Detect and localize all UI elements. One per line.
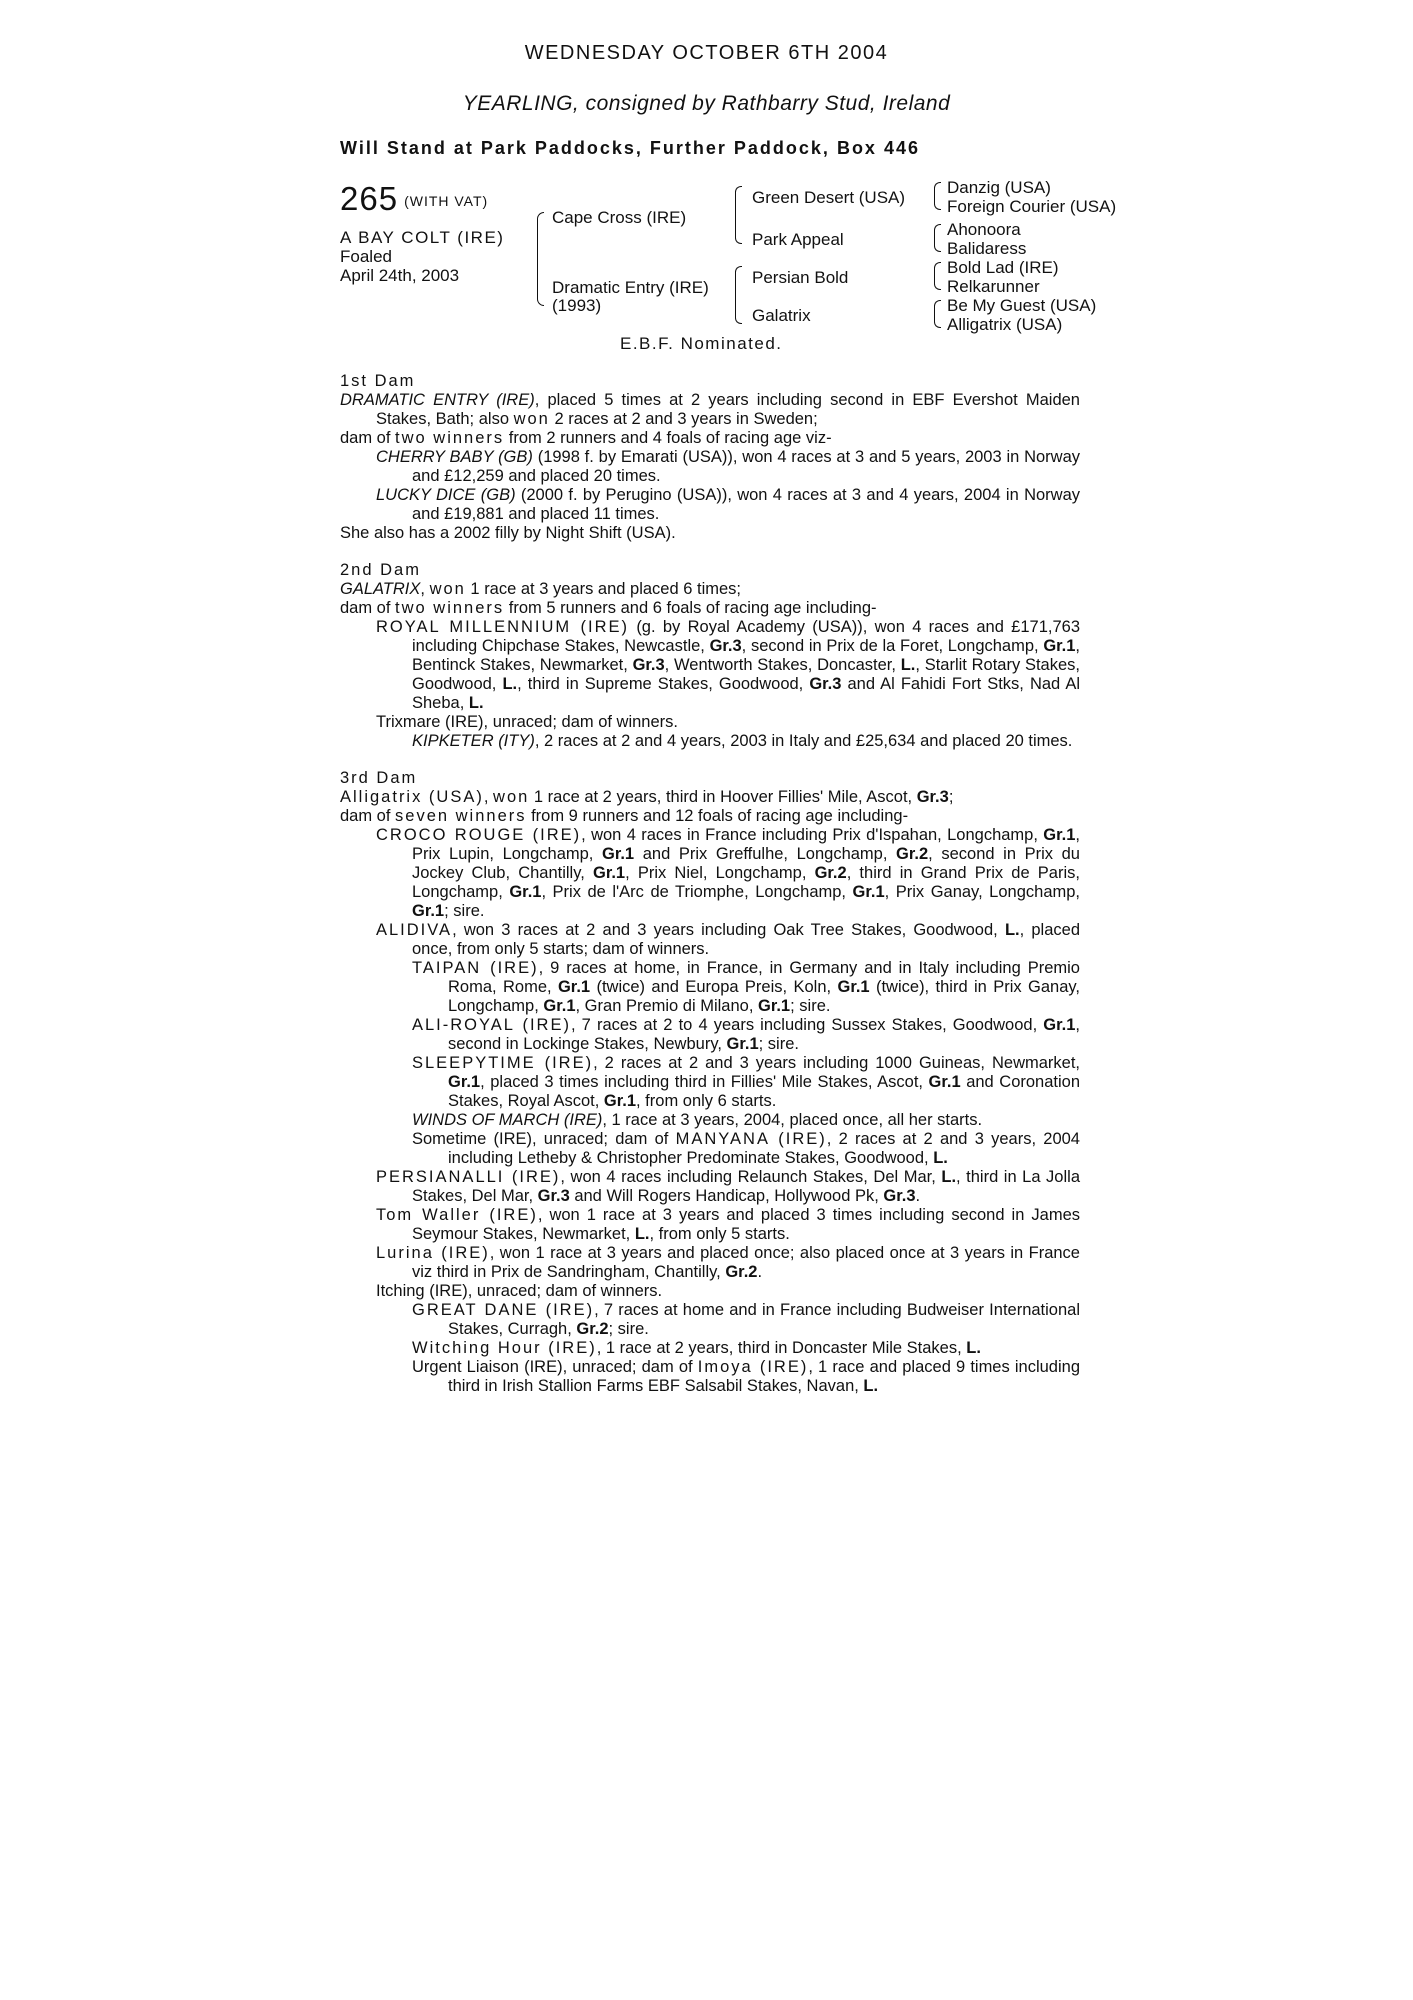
third-dam-produce-summary: dam of seven winners from 9 runners and 12 foals of racing age including- <box>340 807 909 825</box>
first-dam-produce-summary: dam of two winners from 2 runners and 4 foals of racing age viz- <box>340 429 832 447</box>
pedigree-brace-dam <box>735 266 742 324</box>
vat-note: (WITH VAT) <box>404 193 489 209</box>
pedigree-g5: Bold Lad (IRE) <box>947 258 1059 277</box>
pedigree-dam-dam: Galatrix <box>752 306 811 325</box>
pedigree-brace-g4 <box>934 300 941 328</box>
produce-urgent-liaison: Urgent Liaison (IRE), unraced; dam of Imoya (IRE), 1 race and placed 9 times including third in Irish Stallion Farms EBF Salsabil Stakes, Navan, L. <box>412 1358 1080 1395</box>
first-dam-title: 1st Dam <box>340 372 416 390</box>
lot-number-block <box>340 180 488 218</box>
pedigree-dam: Dramatic Entry (IRE) <box>552 278 709 297</box>
produce-alidiva: ALIDIVA, won 3 races at 2 and 3 years including Oak Tree Stakes, Goodwood, L., placed once, from only 5 starts; dam of winners. <box>376 921 1081 958</box>
produce-taipan: TAIPAN (IRE), 9 races at home, in France, in Germany and in Italy including Premio Roma, Rome, Gr.1 (twice) and Europa Preis, Koln, Gr.1 (twice), third in Prix Ganay, Longchamp, Gr.1, Gran Premio di Milano, Gr.1; sire. <box>412 959 1081 1015</box>
first-dam-note: She also has a 2002 filly by Night Shift (USA). <box>340 524 676 542</box>
pedigree-g6: Relkarunner <box>947 277 1040 296</box>
pedigree-g8: Alligatrix (USA) <box>947 315 1063 334</box>
produce-itching: Itching (IRE), unraced; dam of winners. <box>376 1282 663 1300</box>
pedigree-brace-g2 <box>934 224 941 252</box>
produce-winds-of-march: WINDS OF MARCH (IRE), 1 race at 3 years, 2004, placed once, all her starts. <box>412 1111 983 1129</box>
horse-name: A BAY COLT (IRE) <box>340 228 505 247</box>
pedigree-g7: Be My Guest (USA) <box>947 296 1097 315</box>
foaled-date: April 24th, 2003 <box>340 266 460 285</box>
produce-cherry-baby: CHERRY BABY (GB) (1998 f. by Emarati (USA)), won 4 races at 3 and 5 years, 2003 in Norway and £12,259 and placed 20 times. <box>376 448 1081 485</box>
pedigree-sire-sire: Green Desert (USA) <box>752 188 906 207</box>
pedigree-sire: Cape Cross (IRE) <box>552 208 687 227</box>
produce-ali-royal: ALI-ROYAL (IRE), 7 races at 2 to 4 years including Sussex Stakes, Goodwood, Gr.1, second in Lockinge Stakes, Newbury, Gr.1; sire. <box>412 1016 1080 1053</box>
pedigree-dam-sire: Persian Bold <box>752 268 849 287</box>
sale-date: WEDNESDAY OCTOBER 6TH 2004 <box>524 42 889 64</box>
produce-sometime: Sometime (IRE), unraced; dam of MANYANA (IRE), 2 races at 2 and 3 years, 2004 including Letheby & Christopher Predominate Stakes, Goodwood, L. <box>412 1130 1080 1167</box>
stand-location: Will Stand at Park Paddocks, Further Paddock, Box 446 <box>340 138 920 158</box>
family-section <box>340 372 1080 1396</box>
second-dam-produce-summary: dam of two winners from 5 runners and 6 foals of racing age including- <box>340 599 877 617</box>
produce-croco-rouge: CROCO ROUGE (IRE), won 4 races in France including Prix d'Ispahan, Longchamp, Gr.1, Prix Lupin, Longchamp, Gr.1 and Prix Greffulhe, Longchamp, Gr.2, second in Prix du Jockey Club, Chantilly, Gr.1, Prix Niel, Longchamp, Gr.2, third in Grand Prix de Paris, Longchamp, Gr.1, Prix de l'Arc de Triomphe, Longchamp, Gr.1, Prix Ganay, Longchamp, Gr.1; sire. <box>376 826 1081 920</box>
produce-persianalli: PERSIANALLI (IRE), won 4 races including Relaunch Stakes, Del Mar, L., third in La Jolla Stakes, Del Mar, Gr.3 and Will Rogers Handicap, Hollywood Pk, Gr.3. <box>376 1168 1080 1205</box>
pedigree-brace-sire <box>735 186 742 244</box>
produce-sleepytime: SLEEPYTIME (IRE), 2 races at 2 and 3 years including 1000 Guineas, Newmarket, Gr.1, placed 3 times including third in Fillies' Mile Stakes, Ascot, Gr.1 and Coronation Stakes, Royal Ascot, Gr.1, from only 6 starts. <box>412 1054 1080 1110</box>
produce-tom-waller: Tom Waller (IRE), won 1 race at 3 years and placed 3 times including second in James Seymour Stakes, Newmarket, L., from only 5 starts. <box>376 1206 1080 1243</box>
second-dam-title: 2nd Dam <box>340 561 421 579</box>
produce-kipketer: KIPKETER (ITY), 2 races at 2 and 4 years, 2003 in Italy and £25,634 and placed 20 times. <box>412 732 1073 750</box>
third-dam-title: 3rd Dam <box>340 769 418 787</box>
first-dam-record: DRAMATIC ENTRY (IRE), placed 5 times at 2 years including second in EBF Evershot Maiden Stakes, Bath; also won 2 races at 2 and 3 years in Sweden; <box>340 391 1080 428</box>
ebf-note: E.B.F. Nominated. <box>620 334 783 353</box>
pedigree-g4: Balidaress <box>947 239 1027 258</box>
lot-number: 265 <box>340 180 399 217</box>
produce-lurina: Lurina (IRE), won 1 race at 3 years and placed once; also placed once at 3 years in France viz third in Prix de Sandringham, Chantilly, Gr.2. <box>376 1244 1080 1281</box>
second-dam-record: GALATRIX, won 1 race at 3 years and placed 6 times; <box>340 580 741 598</box>
pedigree-brace-main <box>537 212 544 306</box>
pedigree-brace-g1 <box>934 182 941 210</box>
horse-info <box>340 228 504 285</box>
produce-witching-hour: Witching Hour (IRE), 1 race at 2 years, third in Doncaster Mile Stakes, L. <box>412 1339 981 1357</box>
pedigree-dam-year: (1993) <box>552 296 602 315</box>
produce-royal-millennium: ROYAL MILLENNIUM (IRE) (g. by Royal Academy (USA)), won 4 races and £171,763 including Chipchase Stakes, Newcastle, Gr.3, second in Prix de la Foret, Longchamp, Gr.1, Bentinck Stakes, Newmarket, Gr.3, Wentworth Stakes, Doncaster, L., Starlit Rotary Stakes, Goodwood, L., third in Supreme Stakes, Goodwood, Gr.3 and Al Fahidi Fort Stks, Nad Al Sheba, L. <box>376 618 1081 712</box>
pedigree-brace-g3 <box>934 262 941 290</box>
pedigree-g1: Danzig (USA) <box>947 178 1051 197</box>
third-dam-record: Alligatrix (USA), won 1 race at 2 years, third in Hoover Fillies' Mile, Ascot, Gr.3; <box>340 788 954 806</box>
consignment-line: YEARLING, consigned by Rathbarry Stud, Ireland <box>462 92 951 115</box>
foaled-label: Foaled <box>340 247 392 266</box>
produce-lucky-dice: LUCKY DICE (GB) (2000 f. by Perugino (USA)), won 4 races at 3 and 4 years, 2004 in Norway and £19,881 and placed 11 times. <box>376 486 1080 523</box>
pedigree-sire-dam: Park Appeal <box>752 230 844 249</box>
pedigree-g3: Ahonoora <box>947 220 1021 239</box>
pedigree-g2: Foreign Courier (USA) <box>947 197 1117 216</box>
produce-trixmare: Trixmare (IRE), unraced; dam of winners. <box>376 713 678 731</box>
produce-great-dane: GREAT DANE (IRE), 7 races at home and in France including Budweiser International Stakes, Curragh, Gr.2; sire. <box>412 1301 1080 1338</box>
